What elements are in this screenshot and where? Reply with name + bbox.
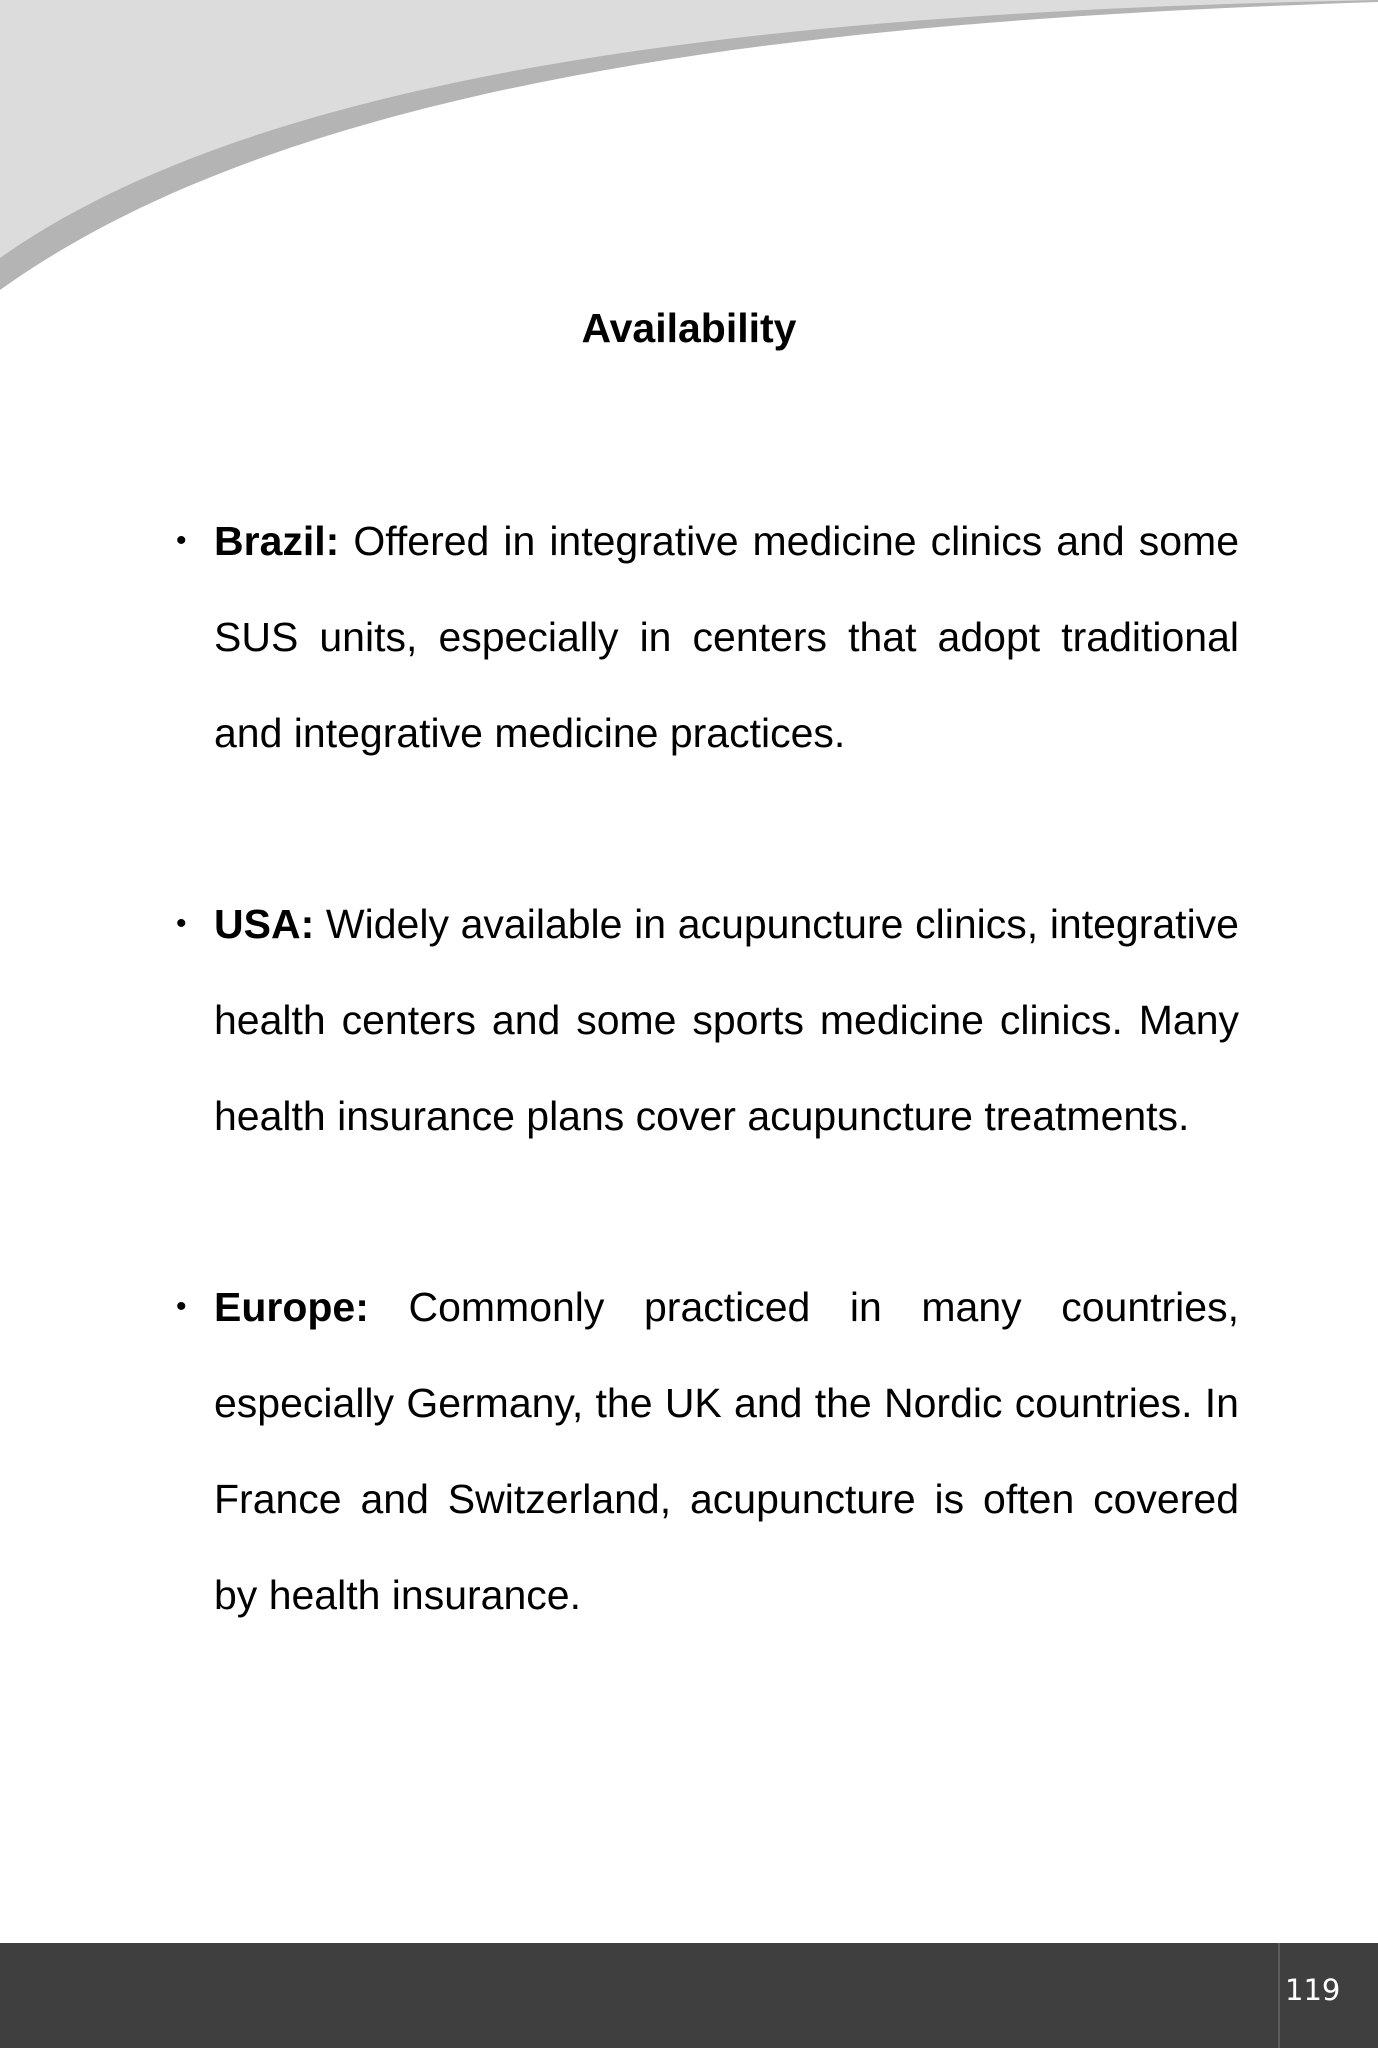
bullet-icon: •: [176, 907, 187, 940]
footer-bar: [0, 1943, 1378, 2048]
page-title: Availability: [581, 305, 797, 351]
bullet-icon: •: [176, 524, 187, 557]
page-number: 119: [1278, 1943, 1378, 2048]
list-item-text: Widely available in acupuncture clinics, integrative health centers and some sports medicine clinics. Many health insurance plans cover acupuncture treatments.: [214, 901, 1239, 1139]
list-item-term: Brazil:: [214, 518, 340, 564]
decorative-header-curve: [0, 0, 1378, 300]
availability-list: [176, 493, 1239, 1643]
list-item-text: Commonly practiced in many countries, especially Germany, the UK and the Nordic countries. In France and Switzerland, acupuncture is often covered by health insurance.: [214, 1284, 1239, 1618]
list-item-term: USA:: [214, 901, 315, 947]
list-item-text: Offered in integrative medicine clinics and some SUS units, especially in centers that adopt traditional and integrative medicine practices.: [214, 518, 1239, 756]
list-item-usa: [176, 876, 1239, 1164]
list-item-brazil: [176, 493, 1239, 781]
list-item-europe: [176, 1259, 1239, 1643]
bullet-icon: •: [176, 1290, 187, 1323]
list-item-term: Europe:: [214, 1284, 369, 1330]
